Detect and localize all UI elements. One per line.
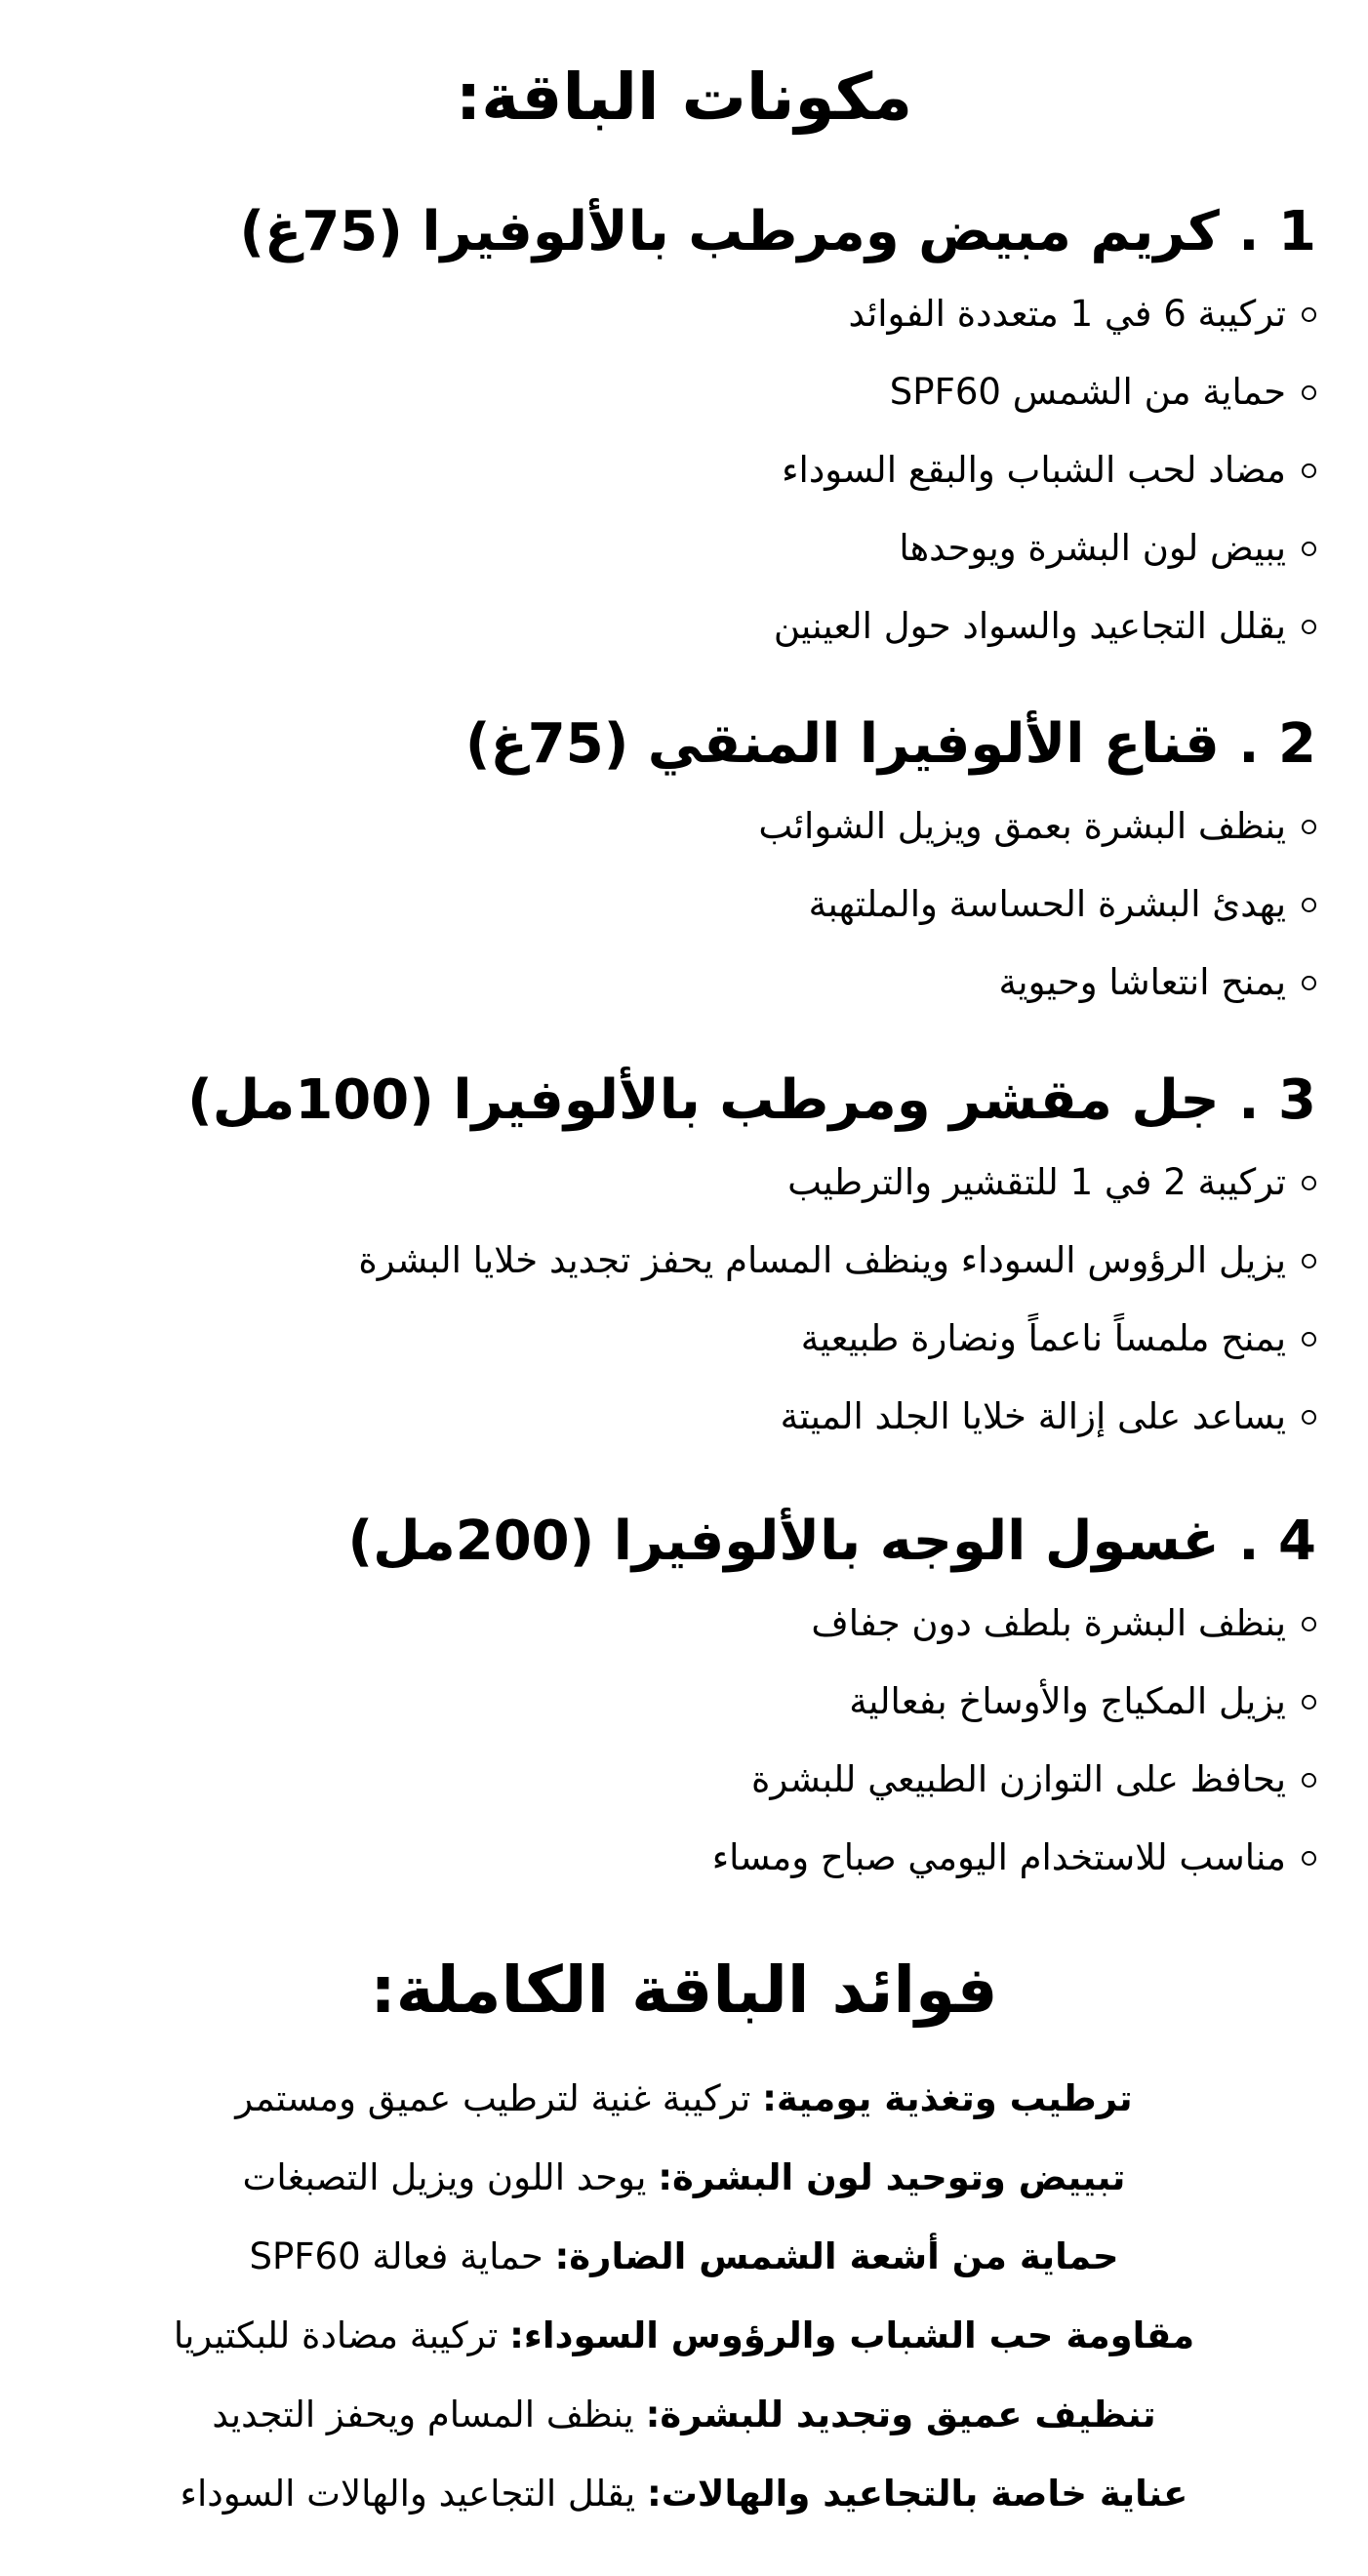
benefit-label: تبييض وتوحيد لون البشرة: — [658, 2156, 1126, 2198]
feature-text: يزيل المكياج والأوساخ بفعالية — [849, 1680, 1286, 1722]
product-section-cleanser — [48, 1505, 1316, 1897]
bullet-circle-icon — [1302, 620, 1316, 634]
page-title: مكونات الباقة: — [455, 60, 913, 135]
feature-list — [48, 275, 1316, 665]
bullet-circle-icon — [1302, 542, 1316, 556]
list-item — [48, 587, 1316, 665]
bullet-circle-icon — [1302, 1773, 1316, 1788]
bullet-circle-icon — [1302, 385, 1316, 400]
feature-text: يحافظ على التوازن الطبيعي للبشرة — [750, 1758, 1286, 1800]
bullet-circle-icon — [1302, 976, 1316, 990]
feature-text: يزيل الرؤوس السوداء وينظف المسام يحفز تجديد خلايا البشرة — [358, 1239, 1286, 1281]
list-item — [48, 1585, 1316, 1663]
feature-text: مضاد لحب الشباب والبقع السوداء — [782, 449, 1286, 491]
feature-text: تركيبة 6 في 1 متعددة الفوائد — [848, 293, 1286, 335]
bullet-circle-icon — [1302, 1176, 1316, 1190]
feature-text: يمنح ملمساً ناعماً ونضارة طبيعية — [800, 1317, 1286, 1359]
feature-text: يبيض لون البشرة ويوحدها — [899, 527, 1286, 569]
product-heading: 4 . غسول الوجه بالألوفيرا (200مل) — [347, 1509, 1316, 1573]
bullet-circle-icon — [1302, 307, 1316, 322]
bullet-circle-icon — [1302, 820, 1316, 834]
benefit-text: ينظف المسام ويحفز التجديد — [212, 2394, 646, 2435]
bullet-circle-icon — [1302, 1851, 1316, 1866]
list-item — [48, 944, 1316, 1022]
list-item — [48, 431, 1316, 509]
benefit-label: مقاومة حب الشباب والرؤوس السوداء: — [509, 2314, 1195, 2356]
benefit-label: ترطيب وتغذية يومية: — [762, 2077, 1133, 2119]
feature-list — [48, 1144, 1316, 1456]
feature-text: ينظف البشرة بعمق ويزيل الشوائب — [758, 805, 1286, 847]
feature-text: مناسب للاستخدام اليومي صباح ومساء — [711, 1836, 1286, 1878]
bullet-circle-icon — [1302, 1254, 1316, 1268]
feature-list — [48, 1585, 1316, 1897]
product-section-mask — [48, 707, 1316, 1022]
benefits-title: فوائد الباقة الكاملة: — [370, 1952, 998, 2028]
benefit-item — [0, 2217, 1368, 2296]
benefit-text: تركيبة مضادة للبكتيريا — [173, 2314, 510, 2356]
benefit-item — [0, 2138, 1368, 2217]
bullet-circle-icon — [1302, 1410, 1316, 1425]
feature-text: يمنح انتعاشا وحيوية — [998, 961, 1286, 1003]
benefits-list — [0, 2059, 1368, 2533]
list-item — [48, 1378, 1316, 1456]
list-item — [48, 1819, 1316, 1897]
bullet-circle-icon — [1302, 463, 1316, 478]
benefit-item — [0, 2375, 1368, 2454]
product-section-cream — [48, 195, 1316, 665]
feature-text: يساعد على إزالة خلايا الجلد الميتة — [780, 1395, 1286, 1437]
feature-text: تركيبة 2 في 1 للتقشير والترطيب — [787, 1161, 1286, 1203]
bullet-circle-icon — [1302, 898, 1316, 912]
list-item — [48, 1741, 1316, 1819]
benefit-label: حماية من أشعة الشمس الضارة: — [554, 2235, 1119, 2277]
list-item — [48, 275, 1316, 353]
list-item — [48, 787, 1316, 865]
benefit-text: يوحد اللون ويزيل التصبغات — [242, 2156, 659, 2198]
feature-text: ينظف البشرة بلطف دون جفاف — [811, 1602, 1286, 1644]
benefit-label: عناية خاصة بالتجاعيد والهالات: — [646, 2473, 1188, 2515]
list-item — [48, 1222, 1316, 1300]
benefit-text: تركيبة غنية لترطيب عميق ومستمر — [235, 2077, 763, 2119]
product-heading: 3 . جل مقشر ومرطب بالألوفيرا (100مل) — [187, 1068, 1316, 1132]
benefit-item — [0, 2059, 1368, 2138]
bullet-circle-icon — [1302, 1695, 1316, 1710]
bullet-circle-icon — [1302, 1617, 1316, 1631]
product-heading: 2 . قناع الألوفيرا المنقي (75غ) — [464, 712, 1316, 776]
benefit-text: يقلل التجاعيد والهالات السوداء — [180, 2473, 647, 2515]
feature-text: يقلل التجاعيد والسواد حول العينين — [773, 605, 1286, 647]
list-item — [48, 1663, 1316, 1741]
benefit-item — [0, 2296, 1368, 2375]
feature-text: يهدئ البشرة الحساسة والملتهبة — [808, 883, 1286, 925]
benefit-item — [0, 2454, 1368, 2533]
benefit-label: تنظيف عميق وتجديد للبشرة: — [645, 2394, 1156, 2435]
product-heading: 1 . كريم مبيض ومرطب بالألوفيرا (75غ) — [239, 200, 1316, 263]
list-item — [48, 865, 1316, 944]
list-item — [48, 509, 1316, 587]
product-section-gel — [48, 1064, 1316, 1456]
list-item — [48, 1144, 1316, 1222]
feature-list — [48, 787, 1316, 1022]
list-item — [48, 1300, 1316, 1378]
list-item — [48, 353, 1316, 431]
benefit-text: حماية فعالة SPF60 — [249, 2235, 555, 2277]
bullet-circle-icon — [1302, 1332, 1316, 1347]
feature-text: حماية من الشمس SPF60 — [889, 371, 1286, 413]
